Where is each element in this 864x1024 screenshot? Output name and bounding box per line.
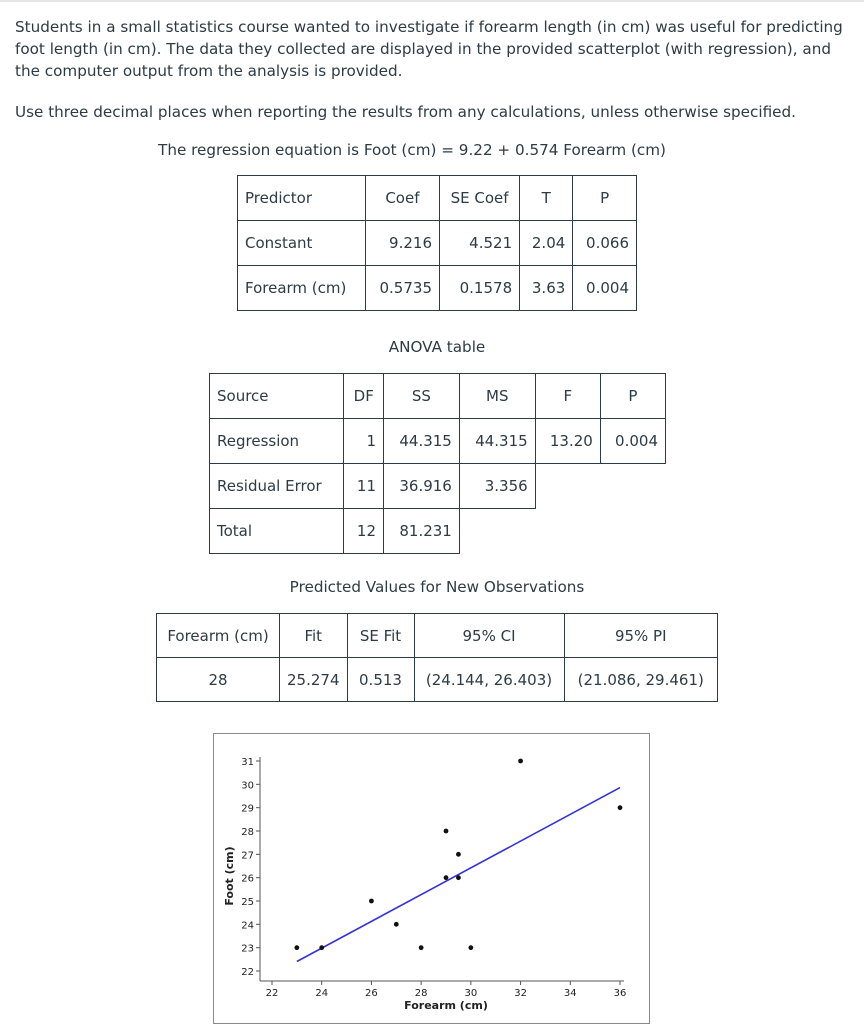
y-tick-label: 22 — [241, 967, 254, 978]
data-point — [419, 945, 424, 950]
x-tick-label: 28 — [414, 988, 428, 999]
table-row — [210, 509, 666, 554]
table-cell: 0.066 — [573, 221, 637, 266]
y-tick-label: 24 — [241, 920, 254, 932]
table-cell: 25.274 — [280, 658, 348, 702]
table-header-cell: MS — [459, 374, 535, 419]
table-row — [157, 658, 718, 702]
table-header-cell: Forearm (cm) — [157, 614, 280, 658]
table-header-cell: SE Coef — [440, 176, 520, 221]
table-header-cell: T — [520, 176, 573, 221]
table-row — [238, 266, 637, 311]
table-cell: 0.513 — [347, 658, 414, 702]
table-cell-empty — [535, 509, 600, 554]
table-cell: Total — [210, 509, 344, 554]
data-point — [456, 852, 461, 857]
table-row — [210, 464, 666, 509]
table-cell: Constant — [238, 221, 366, 266]
table-header-row — [157, 614, 718, 658]
x-tick-label: 30 — [464, 988, 478, 999]
x-tick-label: 34 — [563, 988, 577, 999]
y-tick-label: 25 — [241, 897, 254, 908]
data-point — [456, 875, 461, 880]
data-point — [518, 759, 523, 764]
table-header-row — [210, 374, 666, 419]
x-tick-label: 26 — [365, 988, 378, 999]
data-point — [444, 829, 449, 834]
coefficient-table — [237, 175, 637, 311]
table-cell-empty — [600, 464, 665, 509]
table-header-row — [238, 176, 637, 221]
table-header-cell: F — [535, 374, 600, 419]
table-cell: 28 — [157, 658, 280, 702]
table-header-cell: P — [600, 374, 665, 419]
x-tick-label: 36 — [613, 988, 627, 999]
table-cell: 0.004 — [600, 419, 665, 464]
scatterplot-chart — [213, 733, 650, 1024]
x-tick-label: 22 — [265, 988, 279, 999]
predicted-values-title: Predicted Values for New Observations — [289, 578, 585, 596]
table-cell: Residual Error — [210, 464, 344, 509]
data-point — [618, 805, 623, 810]
table-cell: (24.144, 26.403) — [414, 658, 564, 702]
chart-frame — [214, 734, 650, 1024]
data-point — [319, 945, 324, 950]
table-cell: 0.1578 — [440, 266, 520, 311]
data-point — [294, 945, 299, 950]
intro-paragraph: Students in a small statistics course wanted to investigate if forearm length (in cm) was useful for predicting foot length (in cm). The data they collected are displayed in the provided scatterplot (with regression), and the computer output from the analysis is provided. — [15, 18, 843, 80]
table-header-cell: Source — [210, 374, 344, 419]
table-cell: 12 — [344, 509, 384, 554]
x-axis-label: Forearm (cm) — [404, 999, 488, 1012]
table-cell: 3.63 — [520, 266, 573, 311]
table-cell: 44.315 — [384, 419, 460, 464]
table-cell: 13.20 — [535, 419, 600, 464]
y-tick-label: 29 — [241, 803, 254, 815]
table-header-cell: SE Fit — [347, 614, 414, 658]
predicted-values-table — [156, 613, 718, 702]
table-cell-empty — [535, 464, 600, 509]
table-cell: 11 — [344, 464, 384, 509]
table-cell: 2.04 — [520, 221, 573, 266]
table-cell: 9.216 — [365, 221, 439, 266]
data-point — [394, 922, 399, 927]
table-header-cell: 95% CI — [414, 614, 564, 658]
table-cell: 81.231 — [384, 509, 460, 554]
y-tick-label: 26 — [241, 873, 254, 885]
x-tick-label: 32 — [514, 988, 527, 999]
anova-table — [209, 373, 666, 554]
top-divider — [0, 0, 864, 2]
y-tick-label: 27 — [241, 850, 254, 862]
instructions-paragraph: Use three decimal places when reporting the results from any calculations, unless otherwise specified. — [15, 103, 796, 121]
table-cell: 0.004 — [573, 266, 637, 311]
table-cell: 36.916 — [384, 464, 460, 509]
anova-title: ANOVA table — [388, 338, 486, 356]
table-cell-empty — [459, 509, 535, 554]
table-cell: Regression — [210, 419, 344, 464]
regression-equation: The regression equation is Foot (cm) = 9.22 + 0.574 Forearm (cm) — [158, 141, 666, 159]
data-point — [369, 899, 374, 904]
data-point — [468, 945, 473, 950]
table-cell: 0.5735 — [365, 266, 439, 311]
table-header-cell: SS — [384, 374, 460, 419]
table-row — [238, 221, 637, 266]
table-cell: 3.356 — [459, 464, 535, 509]
table-cell: 1 — [344, 419, 384, 464]
data-point — [444, 875, 449, 880]
table-header-cell: P — [573, 176, 637, 221]
x-tick-label: 24 — [315, 988, 329, 999]
table-header-cell: Predictor — [238, 176, 366, 221]
y-tick-label: 28 — [241, 827, 254, 838]
y-tick-label: 30 — [241, 780, 254, 792]
y-axis-label: Foot (cm) — [223, 846, 236, 906]
table-header-cell: Coef — [365, 176, 439, 221]
table-cell: (21.086, 29.461) — [564, 658, 718, 702]
table-header-cell: 95% PI — [564, 614, 718, 658]
table-cell-empty — [600, 509, 665, 554]
table-header-cell: DF — [344, 374, 384, 419]
table-header-cell: Fit — [280, 614, 348, 658]
table-cell: Forearm (cm) — [238, 266, 366, 311]
table-cell: 44.315 — [459, 419, 535, 464]
table-row — [210, 419, 666, 464]
y-tick-label: 31 — [241, 757, 254, 768]
table-cell: 4.521 — [440, 221, 520, 266]
y-tick-label: 23 — [241, 943, 254, 955]
